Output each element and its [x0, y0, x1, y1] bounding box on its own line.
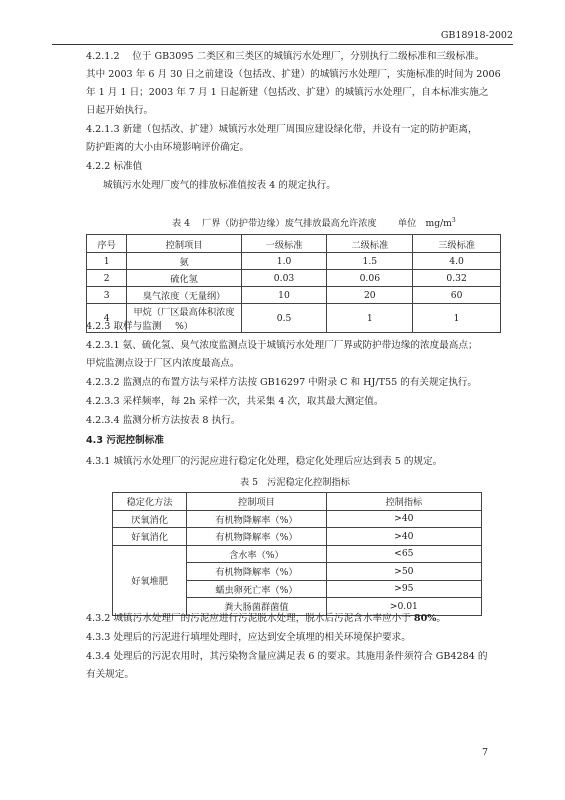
page-header-code: GB18918-2002: [440, 30, 513, 41]
table5-cell: 粪大肠菌群菌值: [187, 598, 327, 616]
table4-cell: 4.0: [413, 253, 501, 270]
table5-cell: 有机物降解率（%）: [187, 528, 327, 546]
table4-header-row: [87, 235, 501, 253]
table4-header-cell: 三级标准: [413, 235, 501, 253]
para-4-2-1-2-line1: 4.2.1.2 位于 GB3095 二类区和三类区的城镇污水处理厂，分别执行二级标准和三级标准。: [86, 51, 485, 62]
table5-cell: >0.01: [326, 598, 481, 616]
section-4-2-2-heading: 4.2.2 标准值: [86, 161, 143, 172]
para-4-2-1-2-line2: 其中 2003 年 6 月 30 日之前建设（包括改、扩建）的城镇污水处理厂，实施标准的时间为 2006: [86, 69, 501, 80]
table4-cell: 氨: [127, 253, 241, 270]
table4-header-cell: 控制项目: [127, 235, 241, 253]
table5-method-cell: 厌氧消化: [113, 510, 187, 528]
table4-caption-sup: 3: [451, 216, 456, 224]
para-4-3-3: 4.3.3 处理后的污泥进行填埋处理时，应达到安全填埋的相关环境保护要求。: [86, 632, 411, 643]
para-4-3-4-line2: 有关规定。: [86, 669, 134, 680]
table5-cell: 有机物降解率（%）: [187, 510, 327, 528]
table5-cell: 含水率（%）: [187, 545, 327, 563]
table-row: [113, 510, 482, 528]
header-rule: [52, 44, 513, 45]
para-4-2-1-2-line4: 日起开始执行。: [86, 105, 154, 116]
section-4-2-3-heading: 4.2.3 取样与监测: [86, 321, 162, 332]
table-row: [87, 253, 501, 270]
table4-cell: 0.5: [241, 304, 327, 333]
table4-header-cell: 一级标准: [241, 235, 327, 253]
table5-header-cell: 稳定化方法: [113, 493, 187, 511]
table5-cell: <65: [326, 545, 481, 563]
table4-cell: 甲烷（厂区最高体积浓度 %）: [127, 304, 241, 333]
para-4-3-2-end: 。: [436, 613, 446, 624]
table5-cell: >40: [326, 510, 481, 528]
para-4-2-3-4: 4.2.3.4 监测分析方法按表 8 执行。: [86, 415, 241, 426]
table4-cell: 3: [87, 287, 127, 304]
table-row: [113, 528, 482, 546]
table-row: [113, 545, 482, 563]
table4-cell: 4: [87, 304, 127, 333]
para-4-3-1: 4.3.1 城镇污水处理厂的污泥应进行稳定化处理，稳定化处理后应达到表 5 的规定。: [86, 456, 443, 467]
para-4-2-3-2: 4.2.3.2 监测点的布置方法与采样方法按 GB16297 中附录 C 和 HJ/T55 的有关规定执行。: [86, 377, 477, 388]
table4-caption: [172, 215, 456, 229]
table5-method-cell: 好氧堆肥: [113, 545, 187, 615]
table4-cell: 0.06: [327, 270, 413, 287]
para-4-3-2: [86, 612, 446, 626]
table4-cell: 1: [413, 304, 501, 333]
para-4-3-2-bold: 80%: [413, 613, 437, 624]
table4-cell: 60: [413, 287, 501, 304]
page-number: 7: [481, 747, 488, 758]
table4-cell: 0.32: [413, 270, 501, 287]
table5-cell: 有机物降解率（%）: [187, 563, 327, 581]
para-4-2-3-1-line2: 甲烷监测点设于厂区内浓度最高点。: [86, 358, 240, 369]
table5-header-cell: 控制指标: [326, 493, 481, 511]
para-4-3-2-text: 4.3.2 城镇污水处理厂的污泥应进行污泥脱水处理，脱水后污泥含水率应小于: [86, 613, 414, 624]
table4-cell: 20: [327, 287, 413, 304]
table4-cell: 1: [327, 304, 413, 333]
table5-caption: 表 5 污泥稳定化控制指标: [240, 477, 350, 488]
para-4-2-1-3-line2: 防护距离的大小由环境影响评价确定。: [86, 142, 250, 153]
para-4-2-3-1-line1: 4.2.3.1 氨、硫化氢、臭气浓度监测点设于城镇污水处理厂厂界或防护带边缘的浓度最高点；: [86, 340, 478, 351]
table4-caption-text: 表 4 厂界（防护带边缘）废气排放最高允许浓度 单位 mg/m: [172, 218, 452, 229]
table4-header-cell: 二级标准: [327, 235, 413, 253]
para-4-2-1-3-line1: 4.2.1.3 新建（包括改、扩建）城镇污水处理厂周围应建设绿化带，并设有一定的防护距离，: [86, 124, 478, 135]
table5-cell: >95: [326, 580, 481, 598]
section-4-3-heading: 4.3 污泥控制标准: [86, 435, 164, 446]
para-4-2-1-2-line3: 年 1 月 1 日；2003 年 7 月 1 日起新建（包括改、扩建）的城镇污水处理厂，自本标准实施之: [86, 87, 489, 98]
table5-header-row: [113, 493, 482, 511]
table5-cell: >40: [326, 528, 481, 546]
table4-cell: 1: [87, 253, 127, 270]
table4-cell: 硫化氢: [127, 270, 241, 287]
para-4-2-2: 城镇污水处理厂废气的排放标准值按表 4 的规定执行。: [103, 180, 336, 191]
table5-method-cell: 好氧消化: [113, 528, 187, 546]
table4-cell: 0.03: [241, 270, 327, 287]
table5-header-cell: 控制项目: [187, 493, 327, 511]
para-4-3-4-line1: 4.3.4 处理后的污泥农用时，其污染物含量应满足表 6 的要求。其施用条件须符合 GB4284 的: [86, 651, 488, 662]
table5-cell: 蠕虫卵死亡率（%）: [187, 580, 327, 598]
table-row: [87, 270, 501, 287]
table4-cell: 1.0: [241, 253, 327, 270]
table4-header-cell: 序号: [87, 235, 127, 253]
table4-cell: 2: [87, 270, 127, 287]
table4-cell: 1.5: [327, 253, 413, 270]
table4-cell: 10: [241, 287, 327, 304]
table4-cell: 臭气浓度（无量纲）: [127, 287, 241, 304]
table5: [112, 492, 482, 616]
table5-cell: >50: [326, 563, 481, 581]
para-4-2-3-3: 4.2.3.3 采样频率，每 2h 采样一次，共采集 4 次，取其最大测定值。: [86, 396, 384, 407]
table-row: [87, 287, 501, 304]
table4: [86, 234, 501, 333]
